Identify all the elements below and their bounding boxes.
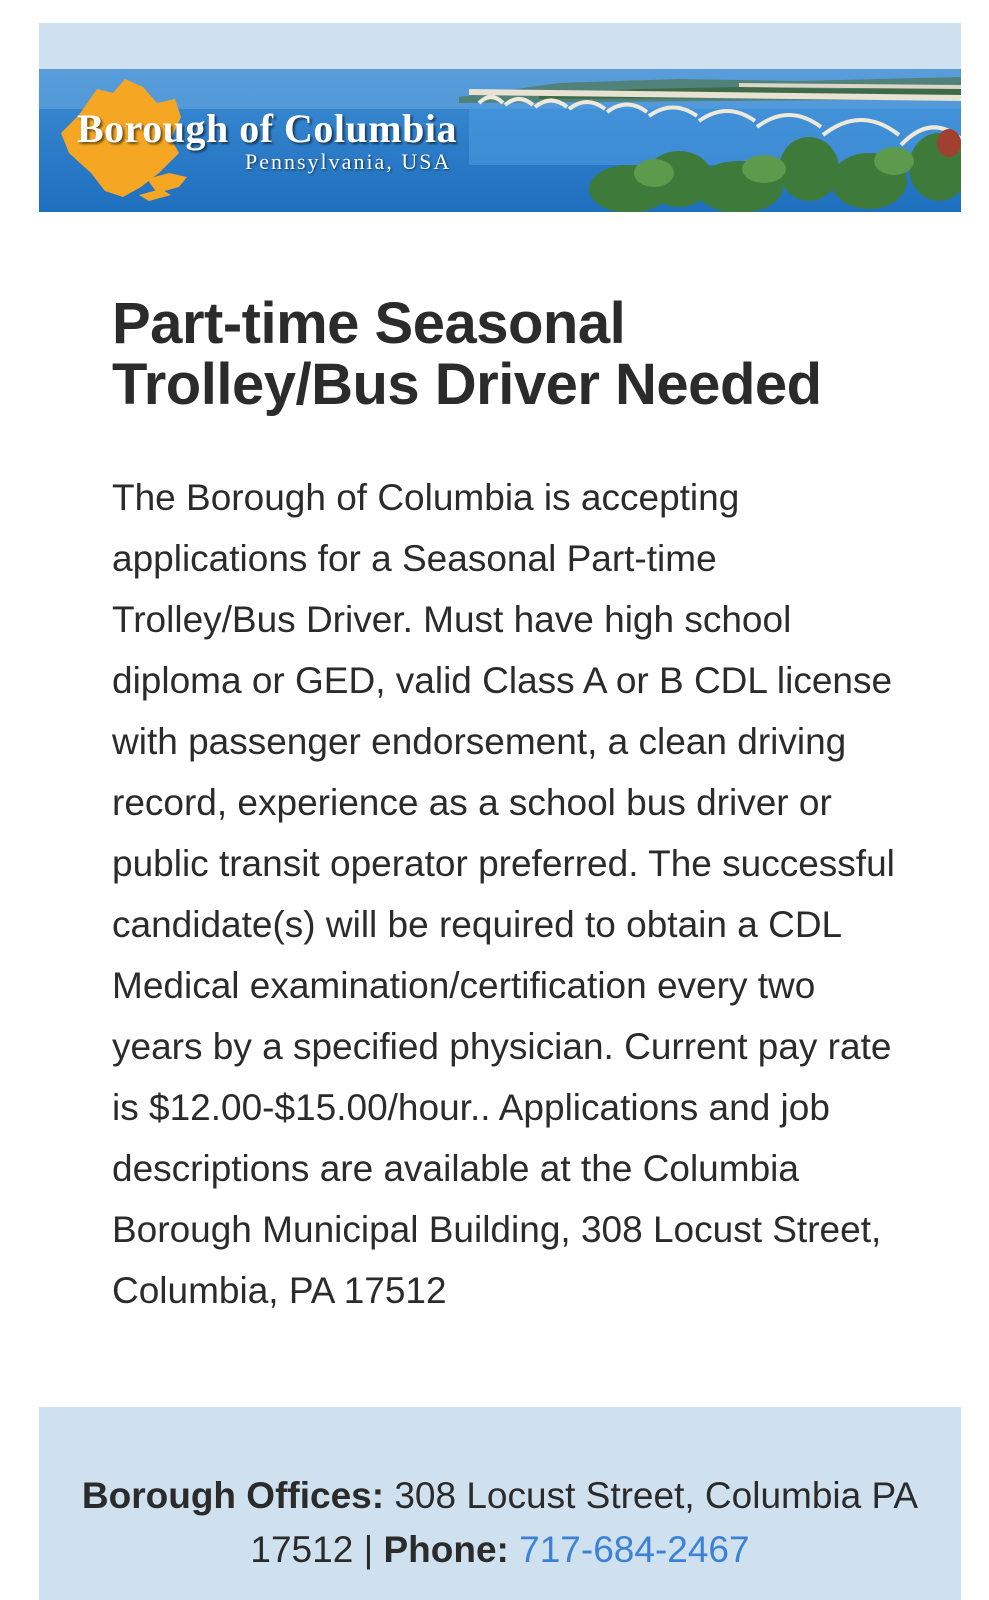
brand-title[interactable]: Borough of Columbia (77, 106, 457, 151)
site-banner[interactable] (39, 69, 961, 212)
offices-label: Borough Offices: (81, 1475, 385, 1516)
footer-contact (39, 1469, 961, 1577)
brand-subtitle: Pennsylvania, USA (245, 149, 452, 174)
site-footer (39, 1407, 961, 1600)
article (112, 293, 902, 1321)
footer-separator: | (363, 1529, 374, 1570)
phone-link[interactable]: 717-684-2467 (519, 1529, 750, 1570)
phone-label: Phone: (383, 1529, 509, 1570)
top-band (39, 23, 961, 69)
offices-address: 308 Locust Street, Columbia PA 17512 (250, 1475, 919, 1570)
page-frame (39, 23, 961, 1600)
page-title: Part-time Seasonal Trolley/Bus Driver Needed (112, 291, 822, 417)
article-body: The Borough of Columbia is accepting applications for a Seasonal Part-time Trolley/Bus Driver. Must have high school diploma or GED, valid Class A or B CDL license with passenger endorsement, a clean driving record, experience as a school bus driver or public transit operator preferred. The successful candidate(s) will be required to obtain a CDL Medical examination/certification every two years by a specified physician. Current pay rate is $12.00-$15.00/hour.. Applications and job descriptions are available at the Columbia Borough Municipal Building, 308 Locust Street, Columbia, PA 17512 (112, 477, 895, 1311)
